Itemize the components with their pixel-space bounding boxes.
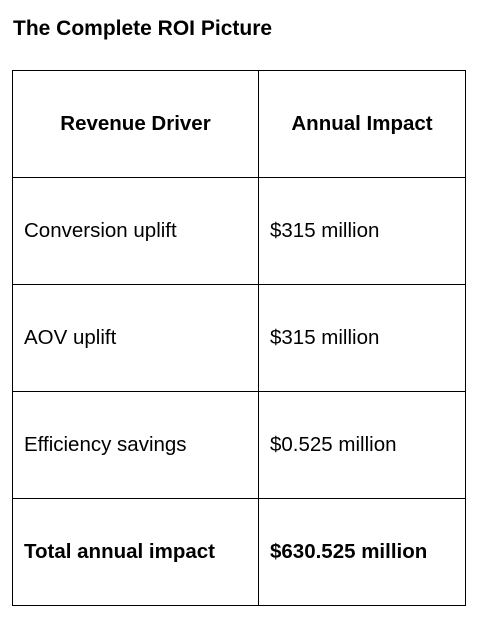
revenue-driver-cell: AOV uplift	[13, 285, 259, 392]
revenue-driver-cell: Conversion uplift	[13, 178, 259, 285]
total-label-cell: Total annual impact	[13, 499, 259, 606]
column-header-revenue-driver: Revenue Driver	[13, 71, 259, 178]
annual-impact-cell: $315 million	[259, 285, 466, 392]
annual-impact-cell: $315 million	[259, 178, 466, 285]
table-row	[13, 178, 466, 285]
annual-impact-cell: $0.525 million	[259, 392, 466, 499]
roi-table	[12, 70, 466, 606]
table-row	[13, 285, 466, 392]
table-header-row	[13, 71, 466, 178]
page-title: The Complete ROI Picture	[13, 17, 273, 40]
column-header-annual-impact: Annual Impact	[259, 71, 466, 178]
total-value-cell: $630.525 million	[259, 499, 466, 606]
total-row	[13, 499, 466, 606]
revenue-driver-cell: Efficiency savings	[13, 392, 259, 499]
table-row	[13, 392, 466, 499]
